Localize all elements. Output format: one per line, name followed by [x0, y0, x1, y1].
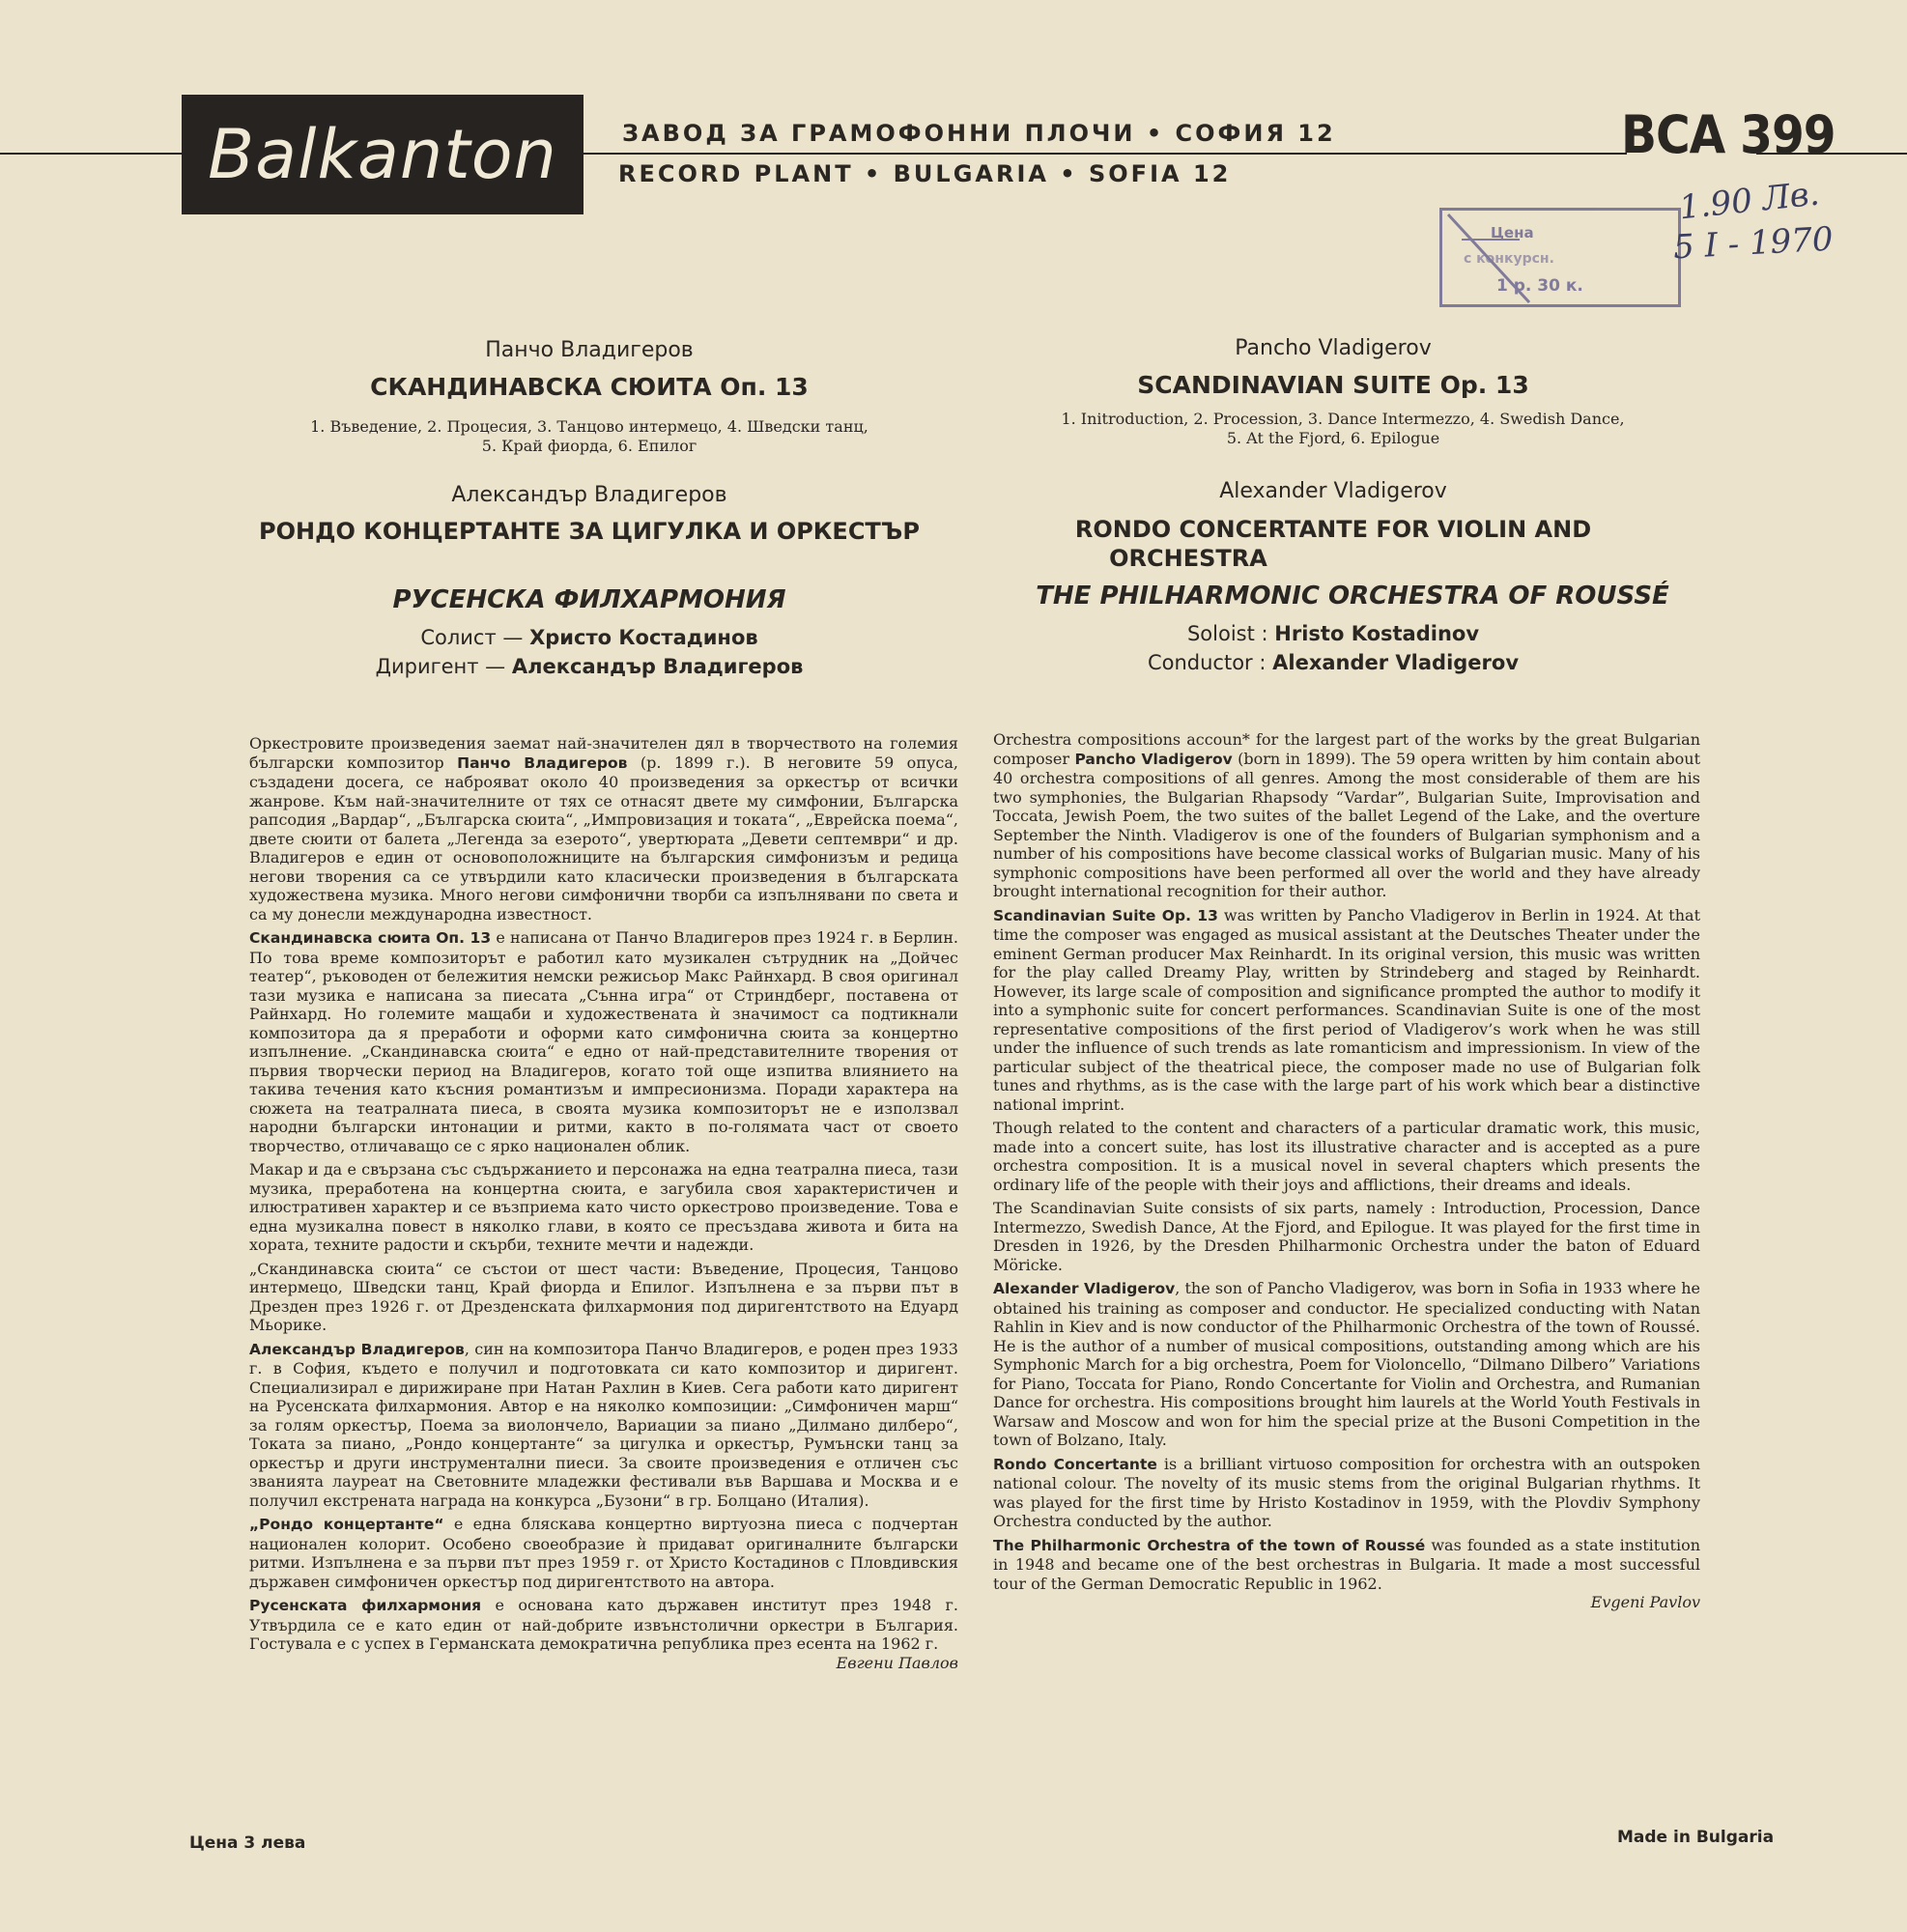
bg-liner-notes [249, 734, 958, 1677]
logo-wordmark: Balkanton [208, 115, 557, 194]
en-soloist-name: Hristo Kostadinov [1274, 622, 1480, 645]
en-soloist [1082, 622, 1584, 645]
bg-movements-line-1: 1. Въведение, 2. Процесия, 3. Танцово интермецо, 4. Шведски танц, [310, 417, 868, 436]
en-paragraph-1: Orchestra compositions accoun* for the largest part of the works by the great Bulgarian composer Pancho Vladigerov (born in 1899). The 59 opera written by him contain about 40 orchestra compositions of all genres. Among the most considerable of them are his two symphonies, the Bulgarian Rhapsody “Vardar”, Bulgarian Suite, Improvisation and Toccata, Jewish Poem, the two suites of the ballet Legend of the Lake, and the overture September the Ninth. Vladigerov is one of the founders of Bulgarian symphonism and a number of his compositions have become classical works of Bulgarian music. Many of his symphonic compositions have been performed all over the world and they have already brought international recognition for their author. [993, 730, 1701, 900]
bg-paragraph-4: „Скандинавска сюита“ се състои от шест части: Въведение, Процесия, Танцово интермецо, Шведски танц, Край фиорда и Епилог. Изпълнена е за първи път в Дрезден през 1926 г. от Дрезденската филхармония под диригентството на Едуард Мьорике. [249, 1259, 958, 1334]
bg-paragraph-3: Макар и да е свързана със съдържанието и персонажа на една театрална пиеса, тази музика, преработена на концертна сюита, е загубила своя характеристичен и илюстративен характер и се възприема като чисто оркестрово произведение. Това е една музикална повест в няколко глави, в която се пресъздава живота и бита на хората, техните радости и скърби, техните мечти и надежди. [249, 1160, 958, 1254]
bg-signature: Евгени Павлов [836, 1653, 958, 1672]
bg-work-1: СКАНДИНАВСКА СЮИТА Оп. 13 [370, 373, 809, 401]
en-paragraph-7: The Philharmonic Orchestra of the town of Roussé was founded as a state institution in 1948 and became one of the best orchestras in Bulgaria. It made a most successful tour of the German Democratic Republic in 1962. [993, 1535, 1701, 1593]
bg-paragraph-5: Александър Владигеров, син на композитора Панчо Владигеров, е роден през 1933 г. в София, където е получил и подготовката си като композитор и диригент. Специализирал е дирижиране при Натан Рахлин в Киев. Сега работи като диригент на Русенската филхармония. Автор е на няколко композиции: „Симфоничен марш“ за голям оркестър, Поема за виолончело, Вариации за пиано „Дилмано дилберо“, Токата за пиано, „Рондо концертанте“ за цигулка и оркестър, Румънски танц за оркестър и други инструментални пиеси. За своите произведения е отличен със званията лауреат на Световните младежки фестивали във Варшава и Москва и е получил екстрената награда на конкурса „Бузони“ в гр. Болцано (Италия). [249, 1339, 958, 1510]
plant-name-en: RECORD PLANT • BULGARIA • SOFIA 12 [618, 160, 1232, 187]
bg-paragraph-7: Русенската филхармония е основана като държавен институт през 1948 г. Утвърдила се е като един от най-добрите извънстолични оркестри в България. Гостувала е с успех в Германската демократична република през есента на 1962 г. [249, 1596, 958, 1653]
handwritten-date: 5 I - 1970 [1672, 219, 1835, 268]
bg-orchestra: РУСЕНСКА ФИЛХАРМОНИЯ [392, 585, 786, 614]
bg-soloist [290, 626, 889, 649]
bg-paragraph-1: Оркестровите произведения заемат най-значителен дял в творчеството на големия български композитор Панчо Владигеров (р. 1899 г.). В неговите 59 опуса, създадени досега, се наброяват около 40 произведения за оркестър от всички жанрове. Към най-значителните от тях се отнасят двете му симфонии, Българска рапсодия „Вардар“, „Българска сюита“, „Импровизация и токата“, „Еврейска поема“, двете сюити от балета „Легенда за езерото“, увертюрата „Девети септември“ и др. Владигеров е един от основоположниците на българския симфонизъм и редица негови творения са се утвърдили като класически произведения в българската художествена музика. Много негови симфонични творби са изпълнявани по света и са му донесли международна известност. [249, 734, 958, 923]
en-conductor [1082, 651, 1584, 674]
en-liner-notes [993, 730, 1700, 1617]
en-signature: Evgeni Pavlov [1590, 1593, 1700, 1611]
bg-movements-line-2: 5. Край фиорда, 6. Епилог [481, 437, 697, 455]
bg-composer-1: Панчо Владигеров [485, 338, 694, 362]
en-conductor-label: Conductor : [1147, 651, 1267, 674]
en-paragraph-6: Rondo Concertante is a brilliant virtuoso composition for orchestra with an outspoken national colour. The novelty of its music stems from the original Bulgarian rhythms. It was played for the first time by Hristo Kostadinov in 1959, with the Plovdiv Symphony Orchestra conducted by the author. [993, 1454, 1700, 1530]
en-composer-1: Pancho Vladigerov [1235, 336, 1432, 360]
en-conductor-name: Alexander Vladigerov [1272, 651, 1520, 674]
en-movements-line-2: 5. At the Fjord, 6. Epilogue [1226, 429, 1440, 447]
bg-soloist-name: Христо Костадинов [529, 626, 758, 649]
en-work-2-line-1: RONDO CONCERTANTE FOR VIOLIN AND [1074, 516, 1592, 543]
footer-price: Цена 3 лева [189, 1833, 306, 1853]
en-orchestra: THE PHILHARMONIC ORCHESTRA OF ROUSSÉ [1036, 582, 1669, 611]
plant-name-bg: ЗАВОД ЗА ГРАМОФОННИ ПЛОЧИ • СОФИЯ 12 [622, 120, 1336, 147]
header-rule-middle [583, 153, 1627, 155]
footer-made-in: Made in Bulgaria [1617, 1828, 1775, 1847]
bg-conductor [290, 655, 889, 678]
stamp-line-1: Цена [1491, 224, 1534, 242]
bg-soloist-label: Солист — [420, 626, 524, 649]
bg-work-2: РОНДО КОНЦЕРТАНТЕ ЗА ЦИГУЛКА И ОРКЕСТЪР [259, 518, 920, 545]
stamp-line-3: 1 р. 30 к. [1496, 276, 1583, 296]
en-work-2-line-2: ORCHESTRA [1109, 545, 1267, 572]
en-paragraph-3: Though related to the content and characters of a particular dramatic work, this music, made into a concert suite, has lost its illustrative character and is accepted as a pure orchestra composition. It is a musical novel in several chapters which presents the ordinary life of the people with their joys and afflictions, their dreams and ideals. [993, 1119, 1700, 1194]
bg-conductor-label: Диригент — [375, 655, 506, 678]
en-paragraph-4: The Scandinavian Suite consists of six parts, namely : Introduction, Procession, Dance Intermezzo, Swedish Dance, At the Fjord, and Epilogue. It was played for the first time in Dresden in 1926, by the Dresden Philharmonic Orchestra under the baton of Eduard Möricke. [993, 1199, 1700, 1274]
header-rule-left [0, 153, 184, 155]
handwritten-price: 1.90 Лв. [1677, 174, 1822, 228]
balkanton-logo [182, 95, 583, 214]
bg-paragraph-2: Скандинавска сюита Оп. 13 е написана от Панчо Владигеров през 1924 г. в Берлин. По това време композиторът е работил като музикален сътрудник на „Дойчес театер“, ръководен от бележития немски режисьор Макс Райнхард. В своя оригинал тази музика е написана за пиесата „Сънна игра“ от Стриндберг, поставена от Райнхард. Но големите мащаби и художествената ѝ значимост са подтикнали композитора да я преработи и оформи като симфонична сюита за концертно изпълнение. „Скандинавска сюита“ е едно от най-представителните творения от първия творчески период на Владигеров, когато той още изпитва влиянието на такива течения като късния романтизъм и импресионизма. Поради характера на сюжета на театралната пиеса, в своята музика композиторът не е използвал народни български интонации и ритми, както в по-голямата част от своето творчество, отличаващо се с ярко национален облик. [249, 928, 958, 1155]
en-paragraph-2: Scandinavian Suite Op. 13 was written by Pancho Vladigerov in Berlin in 1924. At that time the composer was engaged as musical assistant at the Deutsches Theater under the eminent German producer Max Reinhardt. In its original version, this music was written for the play called Dreamy Play, written by Strindeberg and staged by Reinhardt. However, its large scale of composition and significance prompted the author to modify it into a symphonic suite for concert performances. Scandinavian Suite is one of the most representative compositions of the first period of Vladigerov’s work when he was still under the influence of such trends as late romanticism and impressionism. In view of the particular subject of the theatrical piece, the composer made no use of Bulgarian folk tunes and rhythms, as is the case with the large part of his work which bear a distinctive national imprint. [993, 905, 1700, 1114]
en-paragraph-5: Alexander Vladigerov, the son of Pancho Vladigerov, was born in Sofia in 1933 where he obtained his training as composer and conductor. He specialized conducting with Natan Rahlin in Kiev and is now conductor of the Philharmonic Orchestra of the town of Roussé. He is the author of a number of musical compositions, outstanding among which are his Symphonic March for a big orchestra, Poem for Violoncello, “Dilmano Dilbero” Variations for Piano, Toccata for Piano, Rondo Concertante for Violin and Orchestra, and Rumanian Dance for orchestra. His compositions brought him laurels at the World Youth Festivals in Warsaw and Moscow and won for him the special prize at the Busoni Competition in the town of Bolzano, Italy. [993, 1279, 1700, 1449]
bg-composer-2: Александър Владигеров [451, 483, 727, 507]
price-stamp [1439, 208, 1681, 307]
en-composer-2: Alexander Vladigerov [1219, 479, 1447, 503]
en-work-1: SCANDINAVIAN SUITE Op. 13 [1137, 371, 1529, 399]
bg-conductor-name: Александър Владигеров [511, 655, 804, 678]
bg-paragraph-6: „Рондо концертанте“ е една бляскава концертно виртуозна пиеса с подчертан национален колорит. Особено своеобразие ѝ придават оригиналните български ритми. Изпълнена е за първи път през 1959 г. от Христо Костадинов с Пловдивския държавен симфоничен оркестър под диригентството на автора. [249, 1515, 959, 1591]
catalog-number: BCA 399 [1621, 104, 1836, 165]
en-soloist-label: Soloist : [1186, 622, 1268, 645]
stamp-line-2: с конкурсн. [1464, 251, 1554, 267]
en-movements-line-1: 1. Initroduction, 2. Procession, 3. Dance Intermezzo, 4. Swedish Dance, [1061, 410, 1625, 428]
